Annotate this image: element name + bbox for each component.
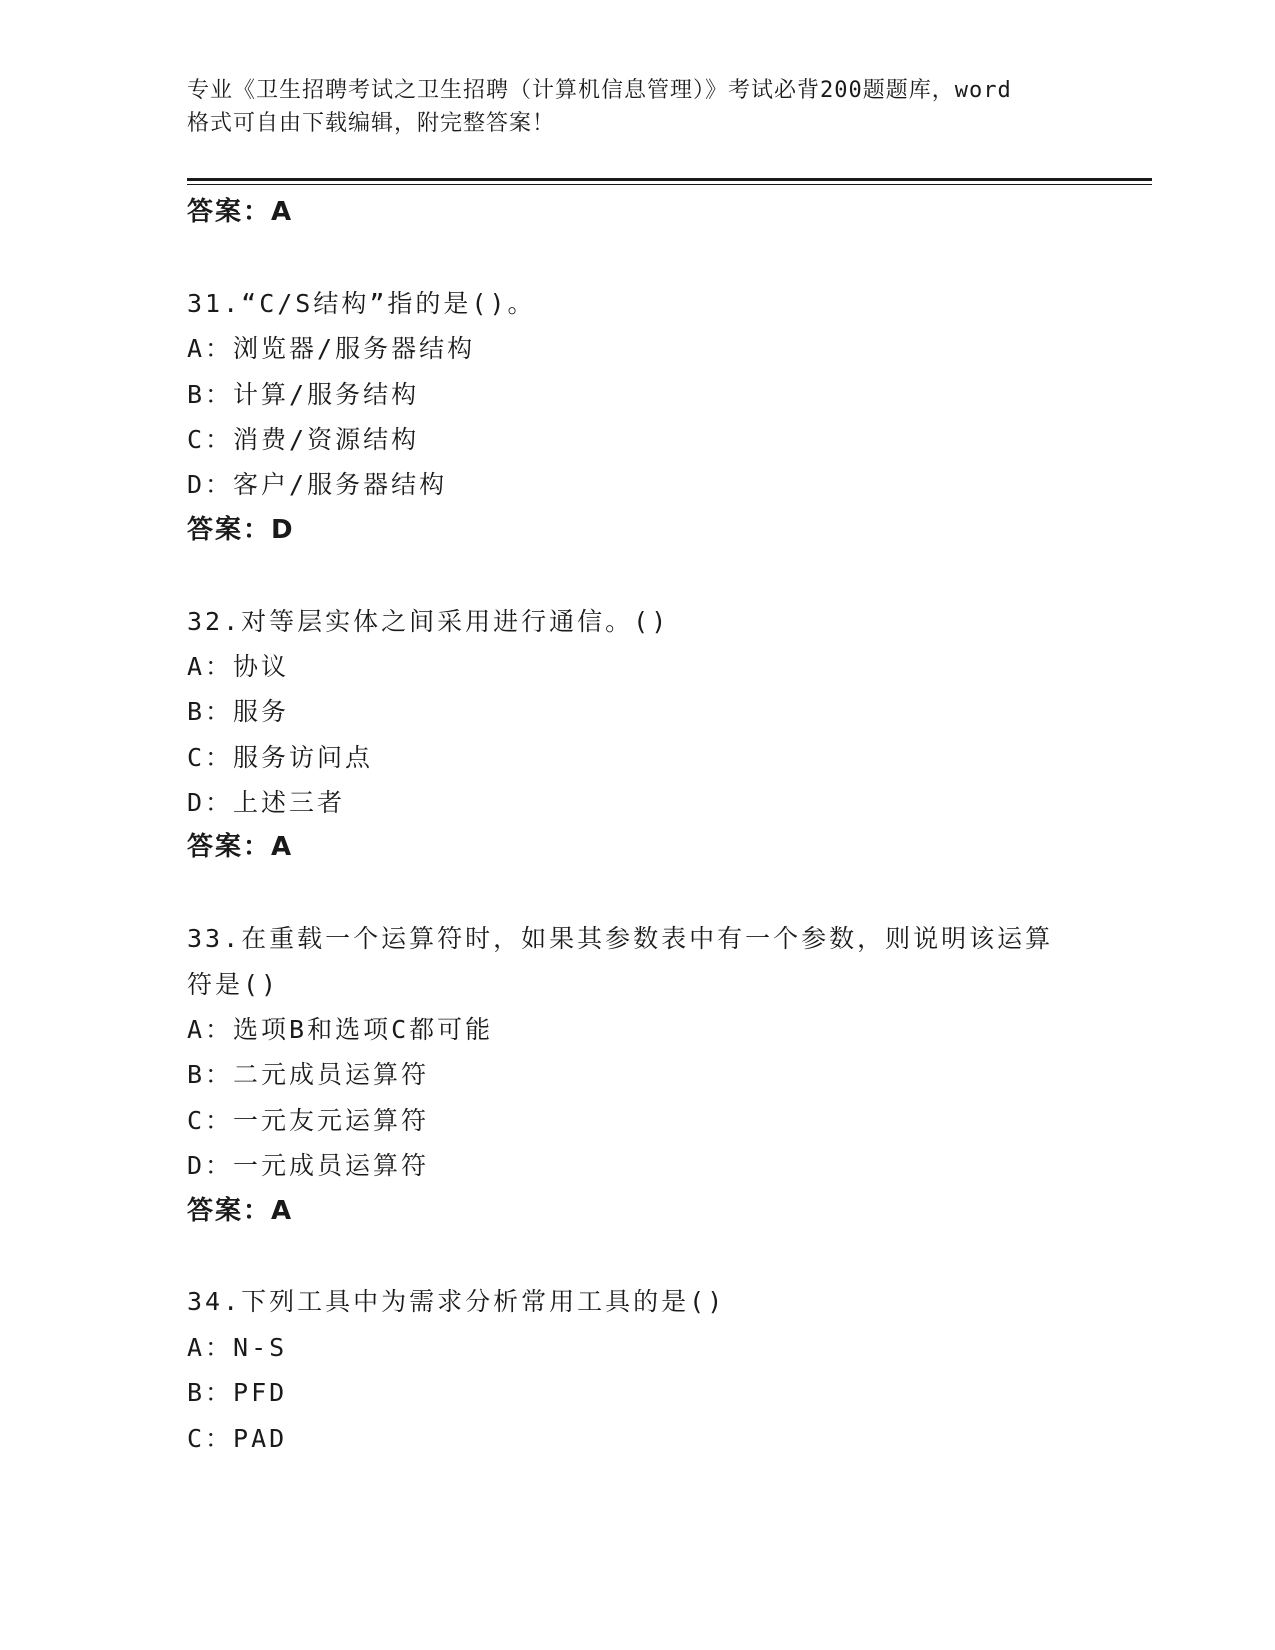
option-c: C：一元友元运算符 <box>187 1105 430 1135</box>
option-d: D：客户/服务器结构 <box>187 470 448 500</box>
option-d: D：上述三者 <box>187 788 346 818</box>
spacer <box>187 1234 1087 1279</box>
answer-label: 答案： <box>187 832 272 863</box>
question-text-line-1: 33.在重载一个运算符时，如果其参数表中有一个参数，则说明该运算 <box>187 924 1054 954</box>
spacer <box>187 871 1087 916</box>
option-a: A：N-S <box>187 1332 288 1362</box>
header-rule-thick <box>187 178 1152 181</box>
header-line-2: 格式可自由下载编辑，附完整答案！ <box>187 111 556 136</box>
answer-label: 答案： <box>187 1195 272 1226</box>
answer-value: A <box>271 832 294 863</box>
answer-value: D <box>271 514 295 545</box>
answer-line <box>187 825 1087 870</box>
option-d: D：一元成员运算符 <box>187 1151 430 1181</box>
option-a: A：浏览器/服务器结构 <box>187 334 476 364</box>
option-b: B：服务 <box>187 697 290 727</box>
answer-value: A <box>271 1195 294 1226</box>
answer-line <box>187 508 1087 553</box>
option-c: C：服务访问点 <box>187 742 374 772</box>
question-text: 34.下列工具中为需求分析常用工具的是() <box>187 1287 726 1317</box>
spacer <box>187 235 1087 280</box>
option-b: B：PFD <box>187 1378 288 1408</box>
question-text: 31.“C/S结构”指的是()。 <box>187 288 536 318</box>
option-c: C：消费/资源结构 <box>187 424 420 454</box>
option-c: C：PAD <box>187 1423 288 1453</box>
question-text-line-2: 符是() <box>187 969 280 999</box>
answer-value: A <box>271 197 294 227</box>
question-list <box>187 190 1087 1461</box>
document-header <box>187 74 1087 140</box>
question-text: 32.对等层实体之间采用进行通信。() <box>187 606 670 636</box>
option-a: A：协议 <box>187 651 290 681</box>
spacer <box>187 553 1087 598</box>
option-a: A：选项B和选项C都可能 <box>187 1015 494 1045</box>
header-rule-thin <box>187 184 1152 185</box>
option-b: B：计算/服务结构 <box>187 379 420 409</box>
answer-label: 答案： <box>187 514 272 545</box>
answer-line <box>187 190 1087 235</box>
option-b: B：二元成员运算符 <box>187 1060 430 1090</box>
answer-label: 答案： <box>187 197 272 227</box>
header-line-1: 专业《卫生招聘考试之卫生招聘（计算机信息管理）》考试必背200题题库，word <box>187 78 1012 103</box>
answer-line <box>187 1189 1087 1234</box>
